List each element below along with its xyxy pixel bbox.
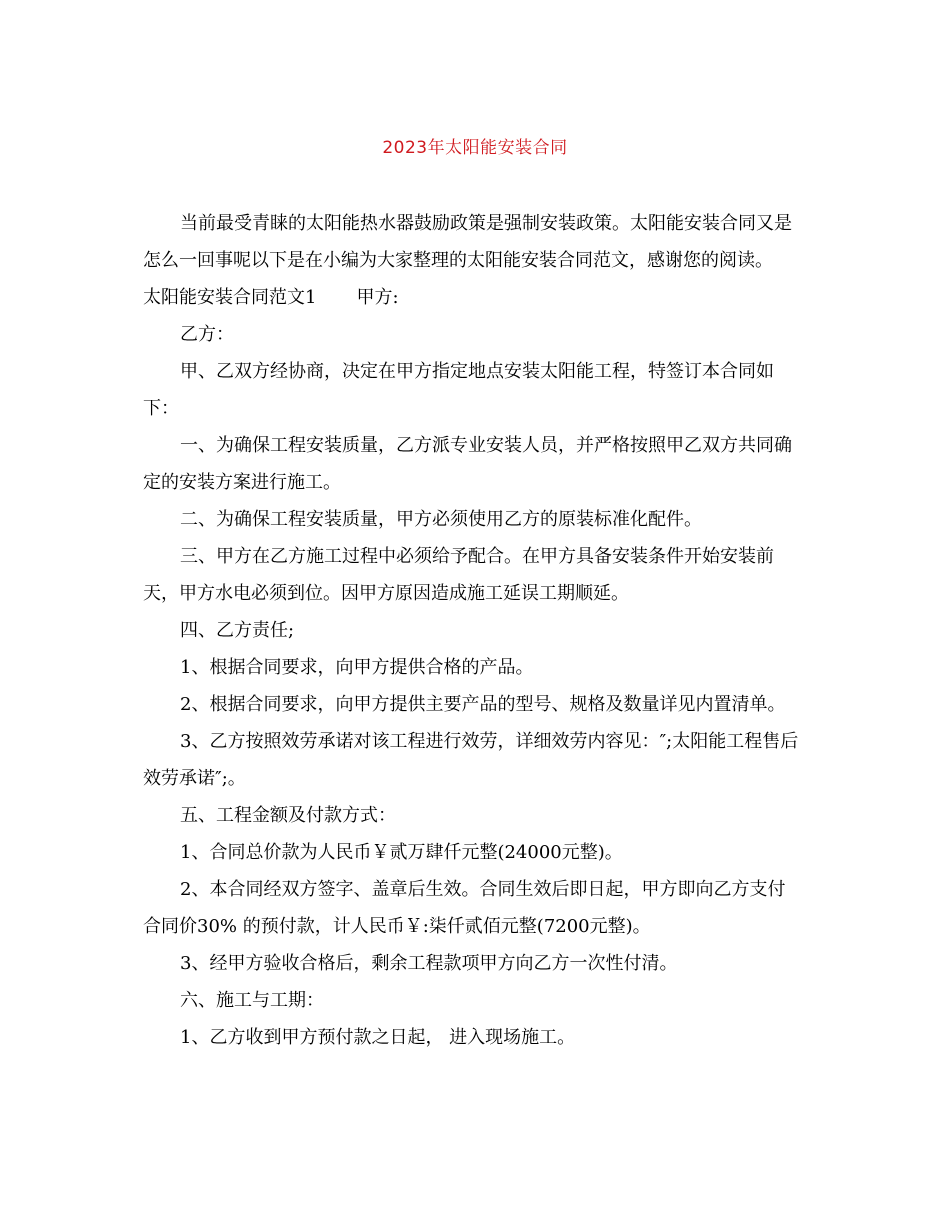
paragraph: 3、乙方按照效劳承诺对该工程进行效劳，详细效劳内容见：″;太阳能工程售后效劳承诺″;。: [143, 731, 799, 789]
party-b-label: 乙方：: [180, 324, 234, 345]
paragraph: 1、根据合同要求，向甲方提供合格的产品。: [180, 657, 534, 678]
paragraph: 甲、乙双方经协商，决定在甲方指定地点安装太阳能工程，特签订本合同如下：: [143, 361, 774, 419]
paragraph: 四、乙方责任;: [180, 620, 295, 641]
party-a-label: 甲方:: [356, 287, 399, 308]
section-heading-line: [143, 279, 803, 316]
paragraph: 2、本合同经双方签字、盖章后生效。合同生效后即日起，甲方即向乙方支付合同价30% 的预付款，计人民币￥:柒仟贰佰元整(7200元整)。: [143, 879, 786, 937]
paragraph: 六、施工与工期：: [180, 990, 324, 1011]
paragraph: 二、为确保工程安装质量，甲方必须使用乙方的原装标准化配件。: [180, 509, 702, 530]
paragraph: 2、根据合同要求，向甲方提供主要产品的型号、规格及数量详见内置清单。: [180, 694, 786, 715]
intro-paragraph: 当前最受青睐的太阳能热水器鼓励政策是强制安装政策。太阳能安装合同又是怎么一回事呢以下是在小编为大家整理的太阳能安装合同范文，感谢您的阅读。: [143, 213, 792, 271]
paragraph: 1、乙方收到甲方预付款之日起， 进入现场施工。: [180, 1027, 576, 1048]
paragraph: 一、为确保工程安装质量，乙方派专业安装人员，并严格按照甲乙双方共同确定的安装方案进行施工。: [143, 435, 792, 493]
document-title: 2023年太阳能安装合同: [382, 138, 568, 158]
paragraph: 三、甲方在乙方施工过程中必须给予配合。在甲方具备安装条件开始安装前天，甲方水电必须到位。因甲方原因造成施工延误工期顺延。: [143, 546, 774, 604]
paragraph: 1、合同总价款为人民币￥贰万肆仟元整(24000元整)。: [180, 842, 623, 863]
paragraph: 3、经甲方验收合格后，剩余工程款项甲方向乙方一次性付清。: [180, 953, 678, 974]
section-heading: 太阳能安装合同范文1: [143, 287, 317, 308]
document-body: [143, 205, 803, 1056]
paragraph: 五、工程金额及付款方式：: [180, 805, 396, 826]
